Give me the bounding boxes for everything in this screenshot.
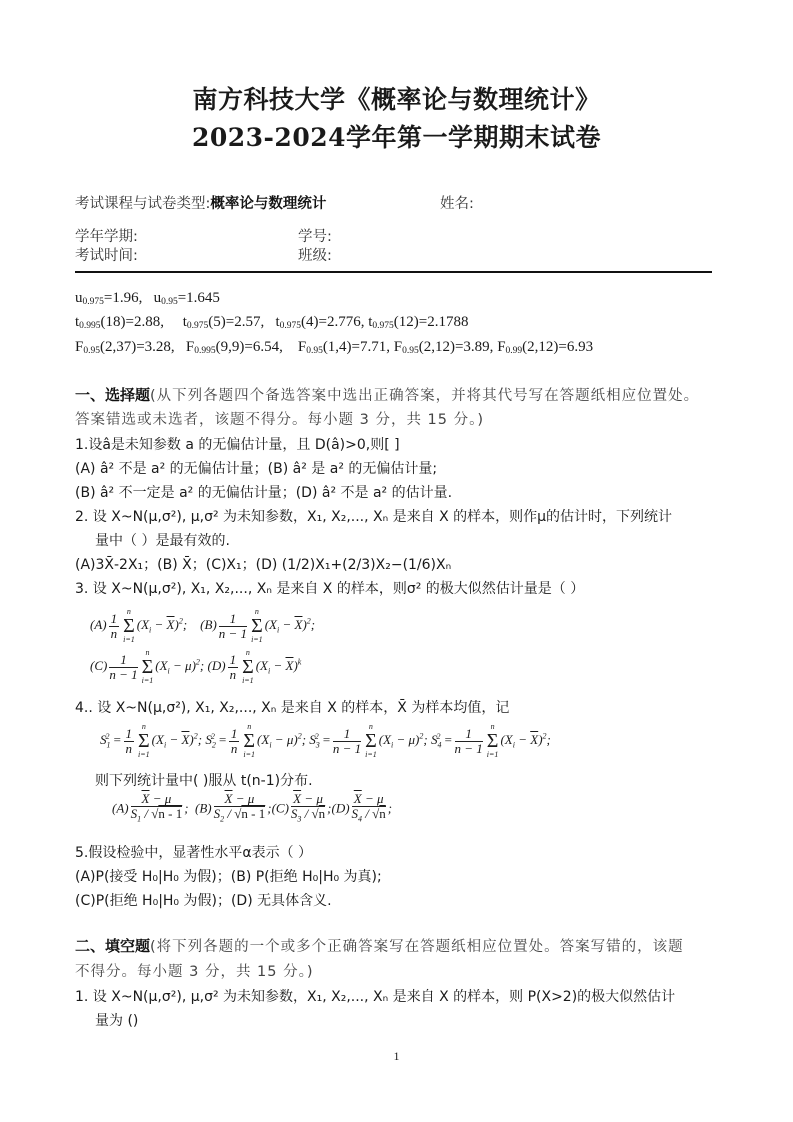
class-label: 班级: [298, 248, 332, 264]
student-id-label: 学号: [298, 229, 332, 245]
section2-heading: 二、填空题 [75, 937, 151, 955]
constants-line-t: $t_{0.995}(18)=2.88$, $t_{0.975}(5)=2.57$, $t_{0.975}(4)=2.776$, $t_{0.975}(12)=2.1788$ [75, 314, 469, 331]
q4-options: (A) $\frac{\overline{X} - \mu}{S_1 / √n - 1}$ ; (B) $\frac{\overline{X} - \mu}{S_2 / √n - 1}$ ;(C) $\frac{\overline{X} - \mu}{S_3 / √n}$ ;(D) $\frac{\overline{X} - \mu}{S_4 / √n}$ ; [112, 791, 393, 824]
exam-title-line2: 2023-2024学年第一学期期末试卷 [191, 123, 602, 152]
section1-header: 一、选择题(从下列各题四个备选答案中选出正确答案，并将其代号写在答题纸相应位置处。 [75, 386, 700, 404]
constants-line-f: $F_{0.95}(2,37)=3.28$, $F_{0.995}(9,9)=6.54$, $F_{0.95}(1,4)=7.71$, $F_{0.95}(2,12)=3.89$, $F_{0.99}(2,12)=6.93$ [75, 339, 594, 356]
q1-stem: 1.设â是未知参数 a 的无偏估计量，且 D(â)>0,则[ ] [75, 437, 400, 453]
q2-stem-cont: 量中（ ）是最有效的. [95, 533, 230, 549]
course-info [75, 192, 326, 213]
exam-title-line1: 南方科技大学《概率论与数理统计》 [192, 85, 601, 114]
q5-stem: 5.假设检验中，显著性水平α表示（ ） [75, 845, 313, 861]
fill-q1-stem-cont: 量为 () [95, 1013, 139, 1029]
exam-time-label: 考试时间: [75, 248, 138, 264]
course-value: 概率论与数理统计 [210, 196, 327, 212]
section1-instructions: 答案错选或未选者，该题不得分。每小题 3 分，共 15 分。) [75, 412, 485, 428]
q3-option-c: (C) $\frac{1}{n - 1}$ n Σ i=1 $(X_i - \mu)^2$; (D) $\frac{1}{n}$ n Σ i=1 $(X_i - \overline{X})^k$ [90, 648, 302, 685]
q3-option-a: (A) $\frac{1}{n}$ n Σ i=1 $(X_i - \overline{X})^2$; (B) $\frac{1}{n - 1}$ n Σ i=1 $(X_i - \overline{X})^2$; [90, 607, 316, 644]
q4-definitions: $S_1^2$ = $\frac{1}{n}$ n Σ i=1 $(X_i - \overline{X})^2$; $S_2^2$ = $\frac{1}{n}$ n Σ i=1 $(X_i - \mu)^2$; $S_3^2$ = $\frac{1}{n - 1}$ n Σ i=1 $(X_i - \mu)^2$; $S_4^2$ = $\frac{1}{n - 1}$ n Σ i=1 $(X_i - \overline{X})^2$; [100, 722, 551, 759]
term-label: 学年学期: [75, 229, 138, 245]
section2-instructions: 不得分。每小题 3 分，共 15 分。) [75, 964, 314, 980]
q5-options-2: (C)P(拒绝 H₀|H₀ 为假)；(D) 无具体含义. [75, 893, 332, 909]
course-label: 考试课程与试卷类型: [75, 196, 211, 212]
q4-question: 则下列统计量中( )服从 t(n-1)分布. [95, 773, 313, 789]
section2-header: 二、填空题(将下列各题的一个或多个正确答案写在答题纸相应位置处。答案写错的，该题 [75, 937, 684, 955]
q3-stem: 3. 设 X~N(μ,σ²), X₁, X₂,..., Xₙ 是来自 X 的样本，则σ² 的极大似然估计量是（ ） [75, 581, 585, 597]
q1-options-1: (A) â² 不是 a² 的无偏估计量；(B) â² 是 a² 的无偏估计量; [75, 461, 438, 477]
q2-stem: 2. 设 X~N(μ,σ²), μ,σ² 为未知参数，X₁, X₂,..., Xₙ 是来自 X 的样本，则作μ的估计时，下列统计 [75, 509, 673, 525]
page-number: 1 [393, 1049, 400, 1063]
q1-options-2: (B) â² 不一定是 a² 的无偏估计量；(D) â² 不是 a² 的估计量. [75, 485, 453, 501]
q4-stem: 4.. 设 X~N(μ,σ²), X₁, X₂,..., Xₙ 是来自 X 的样本，X̄ 为样本均值，记 [75, 700, 510, 716]
q2-options: (A)3X̄-2X₁；(B) X̄；(C)X₁；(D) (1/2)X₁+(2/3)X₂−(1/6)Xₙ [75, 557, 452, 573]
section1-heading: 一、选择题 [75, 386, 151, 404]
header-divider [75, 271, 712, 273]
constants-line-u: $u_{0.975}=1.96$, $u_{0.95}=1.645$ [75, 290, 220, 307]
fill-q1-stem: 1. 设 X~N(μ,σ²), μ,σ² 为未知参数，X₁, X₂,..., Xₙ 是来自 X 的样本，则 P(X>2)的极大似然估计 [75, 989, 676, 1005]
name-label: 姓名: [440, 196, 474, 212]
q5-options-1: (A)P(接受 H₀|H₀ 为假)；(B) P(拒绝 H₀|H₀ 为真); [75, 869, 382, 885]
